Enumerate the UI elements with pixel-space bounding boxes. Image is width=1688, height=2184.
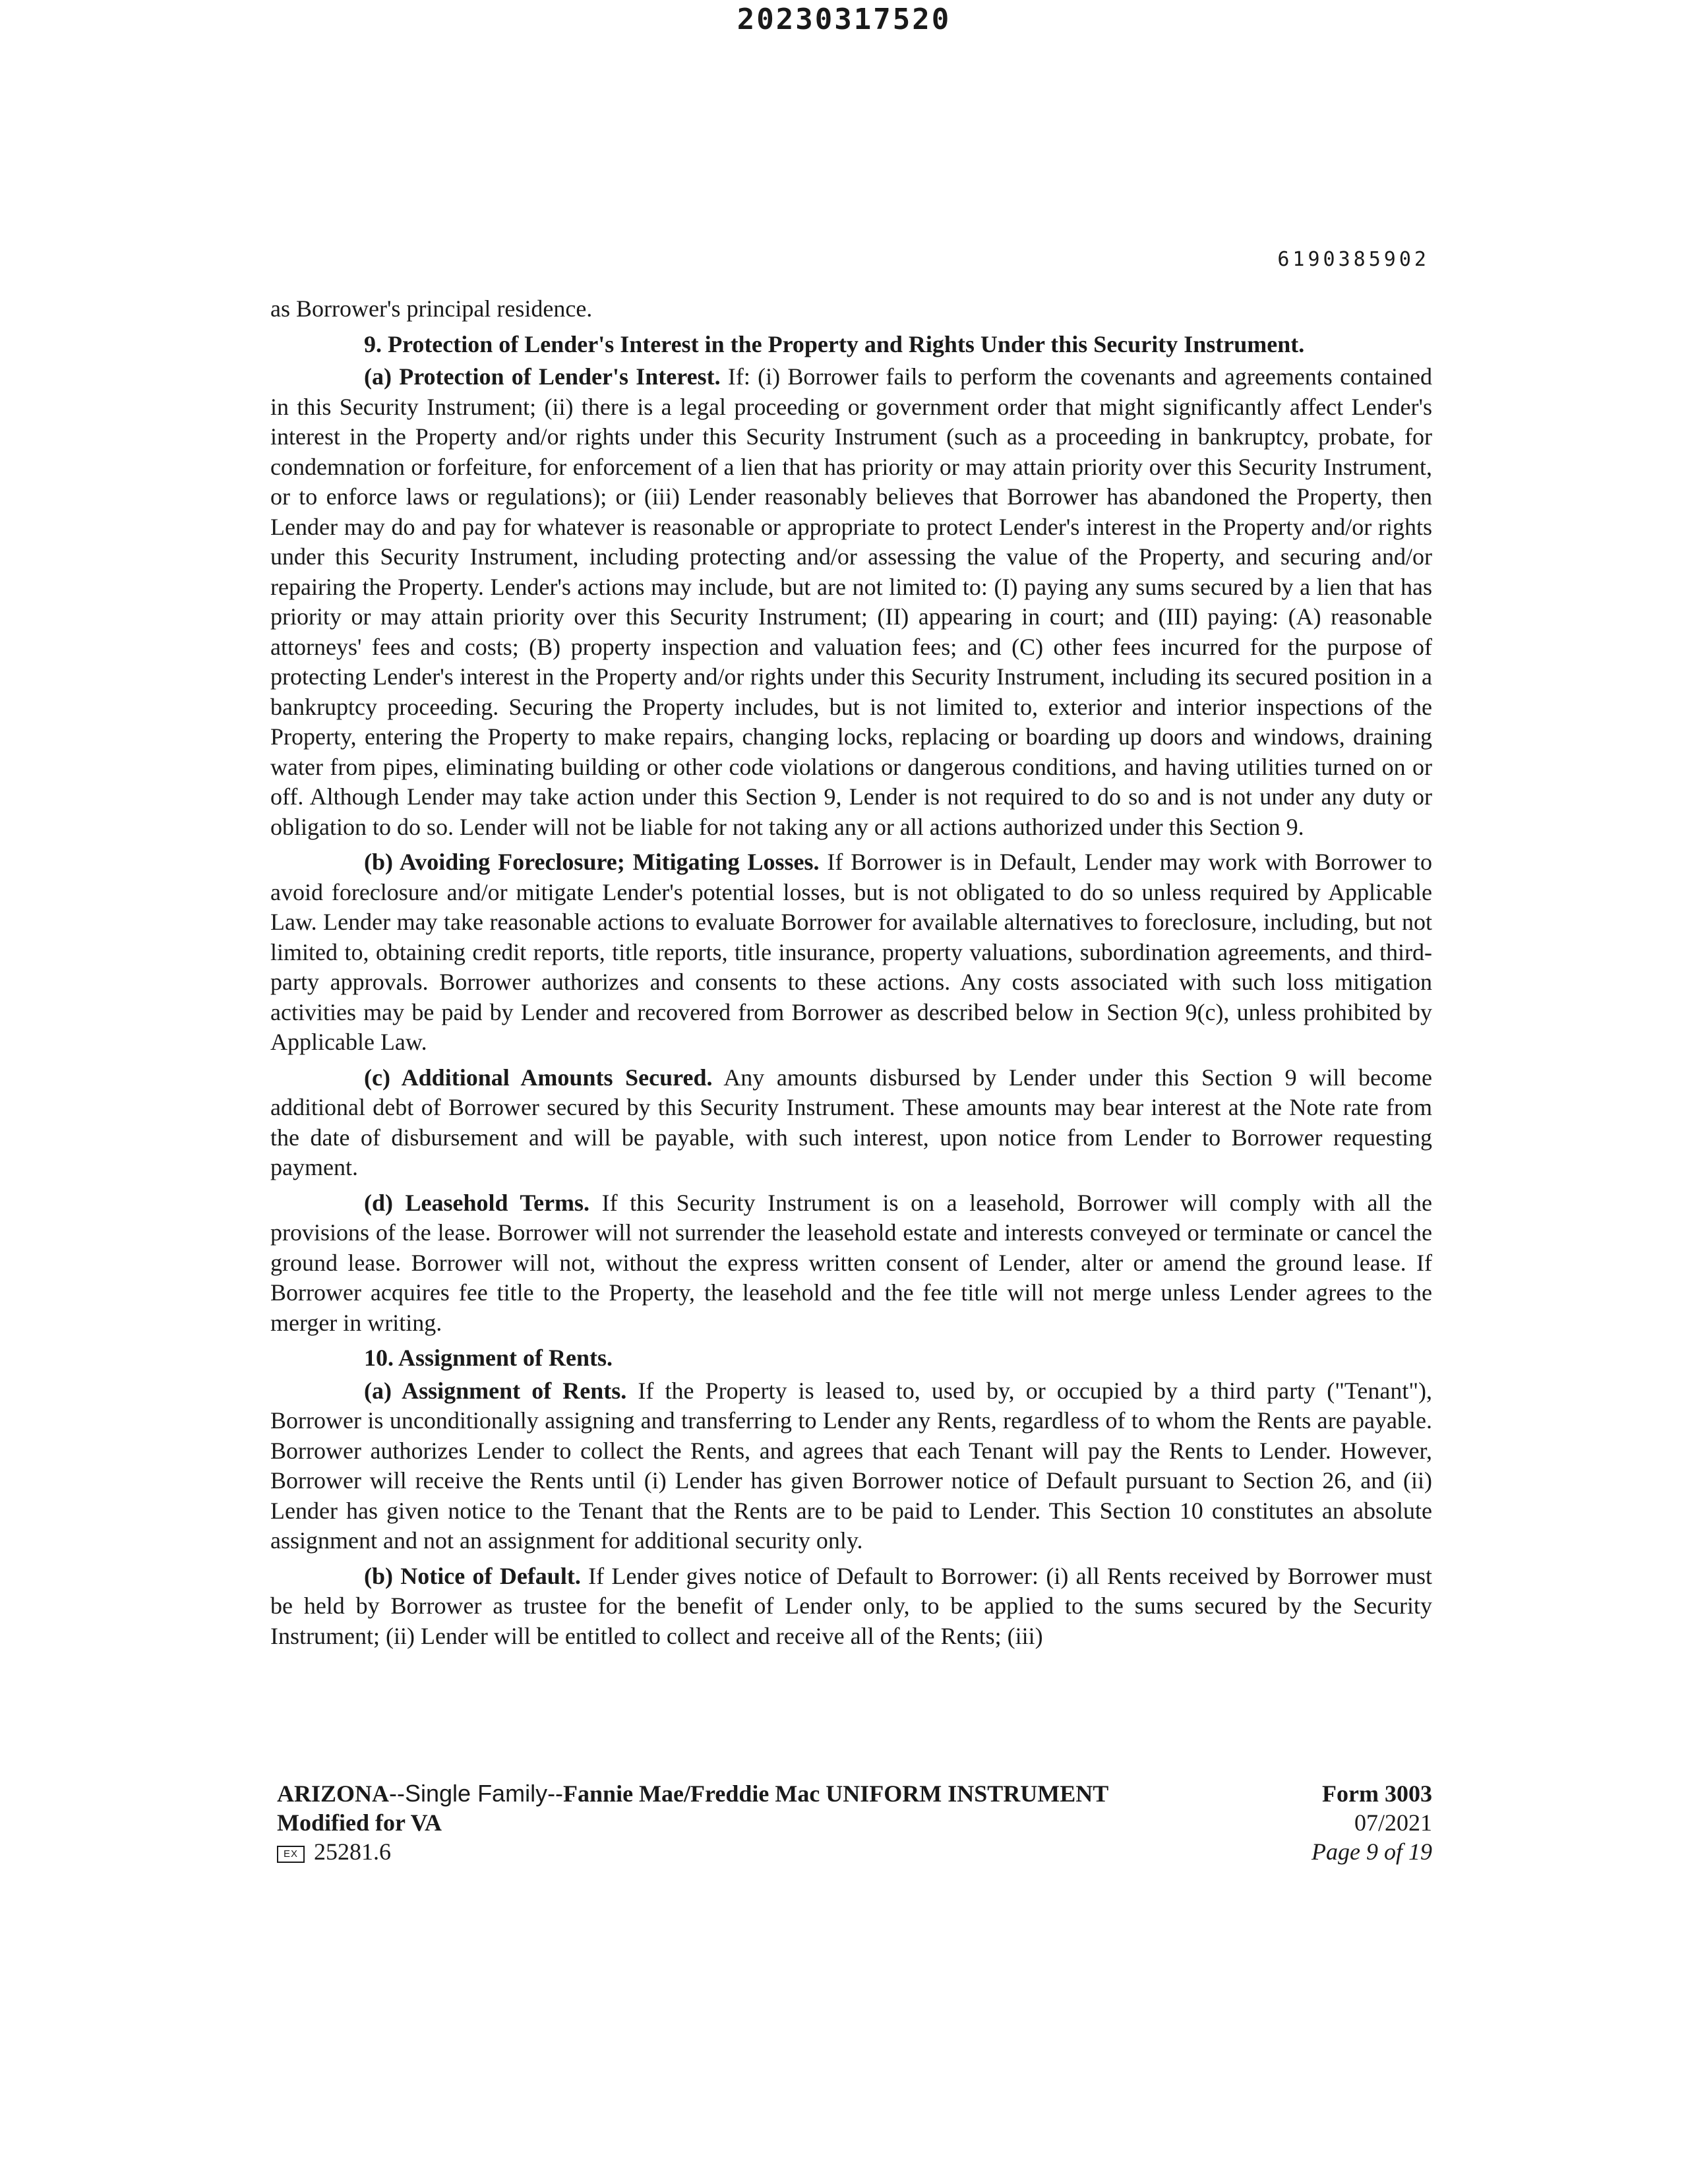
section-10a-text: If the Property is leased to, used by, or occupied by a third party ("Tenant"), Borrower is unconditionally assigning and transferring to Lender any Rents, regardless of to whom the Rents are payable. Borrower authorizes Lender to collect the Rents, and agrees that each Tenant will pay the Rents to Lender. However, Borrower will receive the Rents until (i) Lender has given Borrower notice of Default pursuant to Section 26, and (ii) Lender has given notice to the Tenant that the Rents are to be paid to Lender. This Section 10 constitutes an absolute assignment and not an assignment for additional security only. <box>270 1377 1433 1554</box>
section-9b-title: (b) Avoiding Foreclosure; Mitigating Losses. <box>364 849 820 875</box>
section-10b <box>270 1562 1432 1652</box>
intro-line: as Borrower's principal residence. <box>270 295 593 322</box>
section-10b-text: If Lender gives notice of Default to Borrower: (i) all Rents received by Borrower must be held by Borrower as trustee for the benefit of Lender only, to be applied to the sums secured by the Security Instrument; (ii) Lender will be entitled to collect and receive all of the Rents; (iii) <box>270 1562 1432 1649</box>
section-9b-text: If Borrower is in Default, Lender may work with Borrower to avoid foreclosure and/or mitigate Lender's potential losses, but is not obligated to do so unless required by Applicable Law. Lender may take reasonable actions to evaluate Borrower for available alternatives to foreclosure, including, but not limited to, obtaining credit reports, title reports, title insurance, property valuations, subordination agreements, and third-party approvals. Borrower authorizes and consents to these actions. Any costs associated with such loss mitigation activities may be paid by Lender and recovered from Borrower as described below in Section 9(c), unless prohibited by Applicable Law. <box>270 849 1433 1055</box>
section-9d-title: (d) Leasehold Terms. <box>364 1189 590 1216</box>
section-9d <box>270 1188 1432 1339</box>
section-9a-title: (a) Protection of Lender's Interest. <box>364 363 721 390</box>
footer-page: Page 9 of 19 <box>1311 1838 1432 1865</box>
footer-instrument: Fannie Mae/Freddie Mac UNIFORM INSTRUMENT <box>563 1780 1109 1807</box>
footer-right <box>1221 1779 1432 1866</box>
section-9b <box>270 847 1432 1058</box>
recording-number: 20230317520 <box>737 3 951 36</box>
section-9d-text: If this Security Instrument is on a leasehold, Borrower will comply with all the provisions of the lease. Borrower will not surrender the leasehold estate and interests conveyed or terminate or cancel the ground lease. Borrower will not, without the express written consent of Lender, alter or amend the ground lease. If Borrower acquires fee title to the Property, the leasehold and the fee title will not merge unless Lender agrees to the merger in writing. <box>270 1189 1432 1336</box>
footer-left <box>277 1779 1213 1866</box>
section-10a <box>270 1376 1432 1556</box>
section-9a-text: If: (i) Borrower fails to perform the covenants and agreements contained in this Security Instrument; (ii) there is a legal proceeding or government order that might significantly affect Lender's interest in the Property and/or rights under this Security Instrument (such as a proceeding in bankruptcy, probate, for condemnation or forfeiture, for enforcement of a lien that has priority or may attain priority over this Security Instrument, or to enforce laws or regulations); or (iii) Lender reasonably believes that Borrower has abandoned the Property, then Lender may do and pay for whatever is reasonable or appropriate to protect Lender's interest in the Property and/or rights under this Security Instrument, including protecting and/or assessing the value of the Property, and securing and/or repairing the Property. Lender's actions may include, but are not limited to: (I) paying any sums secured by a lien that has priority or may attain priority over this Security Instrument; (II) appearing in court; and (III) paying: (A) reasonable attorneys' fees and costs; (B) property inspection and valuation fees; and (C) other fees incurred for the purpose of protecting Lender's interest in the Property and/or rights under this Security Instrument, including its secured position in a bankruptcy proceeding. Securing the Property includes, but is not limited to, exterior and interior inspections of the Property, entering the Property to make repairs, changing locks, replacing or boarding up doors and windows, draining water from pipes, eliminating building or other code violations or dangerous conditions, and having utilities turned on or off. Although Lender may take action under this Section 9, Lender is not required to do so and is not under any duty or obligation to do so. Lender will not be liable for not taking any or all actions authorized under this Section 9. <box>270 363 1433 840</box>
section-9c-text: Any amounts disbursed by Lender under this Section 9 will become additional debt of Borrower secured by this Security Instrument. These amounts may bear interest at the Note rate from the date of disbursement and will be payable, with such interest, upon notice from Lender to Borrower requesting payment. <box>270 1064 1432 1180</box>
section-9-heading: 9. Protection of Lender's Interest in the Property and Rights Under this Security Instrument. <box>364 330 1305 357</box>
section-10a-title: (a) Assignment of Rents. <box>364 1377 627 1404</box>
section-10-heading: 10. Assignment of Rents. <box>364 1345 613 1371</box>
loan-number: 6190385902 <box>1277 248 1430 271</box>
footer-doc-code-line <box>277 1837 1213 1866</box>
footer-doc-code: 25281.6 <box>314 1838 391 1865</box>
document-body <box>270 294 1432 1656</box>
footer-modified: Modified for VA <box>277 1809 442 1836</box>
section-9c <box>270 1063 1432 1183</box>
footer-separator: --Single Family-- <box>389 1780 564 1807</box>
section-10b-title: (b) Notice of Default. <box>364 1562 581 1589</box>
footer-state: ARIZONA <box>277 1780 390 1807</box>
footer-date: 07/2021 <box>1354 1809 1432 1836</box>
section-9c-title: (c) Additional Amounts Secured. <box>364 1064 713 1091</box>
section-9a <box>270 362 1432 842</box>
footer-instrument-line <box>277 1779 1213 1808</box>
ex-badge-icon: EX <box>277 1846 305 1863</box>
footer-form: Form 3003 <box>1322 1780 1432 1807</box>
